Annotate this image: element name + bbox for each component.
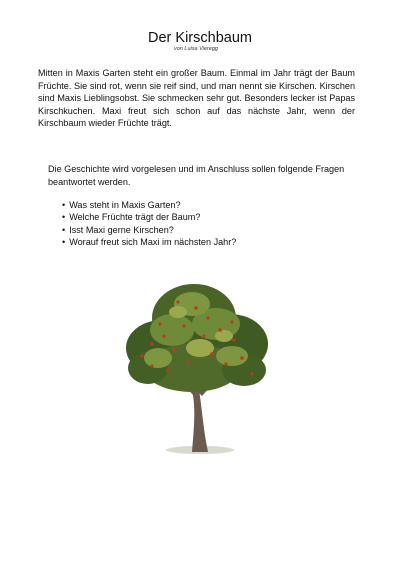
tree-foliage [126,284,268,392]
question-item: • Worauf freut sich Maxi im nächsten Jahr? [62,236,362,248]
question-item: • Isst Maxi gerne Kirschen? [62,224,362,236]
tree-trunk [192,390,208,452]
author-byline: von Luisa Vieregg [174,46,218,52]
story-paragraph: Mitten in Maxis Garten steht ein großer Baum. Einmal im Jahr trägt der Baum Früchte. Sie sind rot, wenn sie reif sind, und man nennt sie Kirschen. Kirschen sind Maxis Lieblingsobst. Sie schmecken sehr gut. Besonders lecker ist Papas Kirschkuchen. Maxi freut sich schon auf das nächste Jahr, wenn der Kirschbaum wieder Früchte trägt. [38,68,355,129]
question-item: • Was steht in Maxis Garten? [62,199,362,211]
document-title: Der Kirschbaum [148,30,252,46]
question-list [62,199,362,248]
cherry-tree-icon [112,278,272,456]
question-item: • Welche Früchte trägt der Baum? [62,211,362,223]
instructions-paragraph: Die Geschichte wird vorgelesen und im Anschluss sollen folgende Fragen beantwortet werden. [48,164,345,187]
